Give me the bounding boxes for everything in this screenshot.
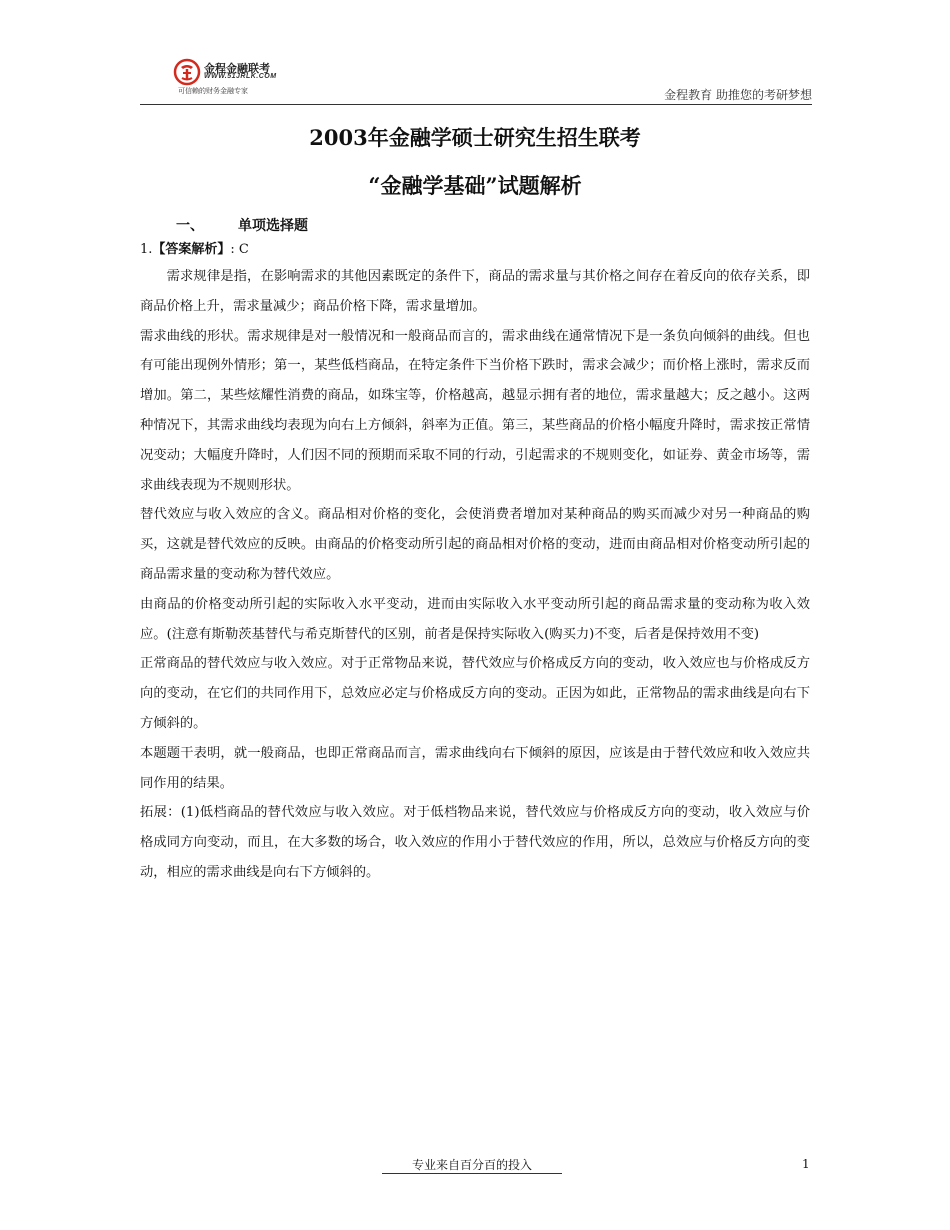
page-header: [140, 56, 812, 105]
paragraph: 需求规律是指，在影响需求的其他因素既定的条件下，商品的需求量与其价格之间存在着反向的依存关系，即商品价格上升，需求量减少；商品价格下降，需求量增加。: [140, 269, 810, 314]
logo-title: 金程金融联考: [204, 62, 270, 75]
answer-label: 【答案解析】: [152, 242, 231, 257]
paragraph: 拓展：(1)低档商品的替代效应与收入效应。对于低档物品来说，替代效应与价格成反方向的变动，收入效应与价格成同方向变动，而且，在大多数的场合，收入效应的作用小于替代效应的作用，所以，总效应与价格反方向的变动，相应的需求曲线是向右下方倾斜的。: [140, 805, 810, 880]
section-title: 单项选择题: [238, 218, 308, 234]
question-number: 1.: [140, 242, 153, 257]
page-number: 1: [802, 1157, 810, 1171]
explanation-body: [140, 262, 810, 888]
document-subtitle: “金融学基础”试题解析: [368, 173, 582, 198]
answer-value: : C: [230, 242, 249, 257]
paragraph: 替代效应与收入效应的含义。商品相对价格的变化，会使消费者增加对某种商品的购买而减少对另一种商品的购买，这就是替代效应的反映。由商品的价格变动所引起的商品相对价格的变动，进而由商品相对价格变动所引起的商品需求量的变动称为替代效应。: [140, 507, 810, 582]
answer-line: [140, 238, 249, 257]
paragraph: 由商品的价格变动所引起的实际收入水平变动，进而由实际收入水平变动所引起的商品需求量的变动称为收入效应。(注意有斯勒茨基替代与希克斯替代的区别，前者是保持实际收入(购买力)不变，后者是保持效用不变): [140, 596, 810, 642]
document-title: 2003年金融学硕士研究生招生联考: [309, 125, 641, 150]
footer-slogan: 专业来自百分百的投入: [382, 1157, 562, 1174]
logo-icon: [173, 58, 201, 86]
section-number: 一、: [176, 218, 204, 234]
logo-slogan: 可信赖的财务金融专家: [178, 87, 248, 95]
paragraph: 需求曲线的形状。需求规律是对一般情况和一般商品而言的，需求曲线在通常情况下是一条负向倾斜的曲线。但也有可能出现例外情形；第一，某些低档商品，在特定条件下当价格下跌时，需求会减少；而价格上涨时，需求反而增加。第二，某些炫耀性消费的商品，如珠宝等，价格越高，越显示拥有者的地位，需求量越大；反之越小。这两种情况下，其需求曲线均表现为向右上方倾斜，斜率为正值。第三，某些商品的价格小幅度升降时，需求按正常情况变动；大幅度升降时，人们因不同的预期而采取不同的行动，引起需求的不规则变化，如证券、黄金市场等，需求曲线表现为不规则形状。: [140, 328, 810, 493]
header-tagline: 金程教育 助推您的考研梦想: [664, 88, 812, 102]
paragraph: 正常商品的替代效应与收入效应。对于正常物品来说，替代效应与价格成反方向的变动，收入效应也与价格成反方向的变动，在它们的共同作用下，总效应必定与价格成反方向的变动。正因为如此，正常物品的需求曲线是向右下方倾斜的。: [140, 656, 810, 731]
paragraph: 本题题干表明，就一般商品，也即正常商品而言，需求曲线向右下倾斜的原因，应该是由于替代效应和收入效应共同作用的结果。: [140, 745, 810, 791]
logo-url: WWW.51JRLK.COM: [204, 73, 277, 80]
section-heading: [176, 215, 308, 235]
